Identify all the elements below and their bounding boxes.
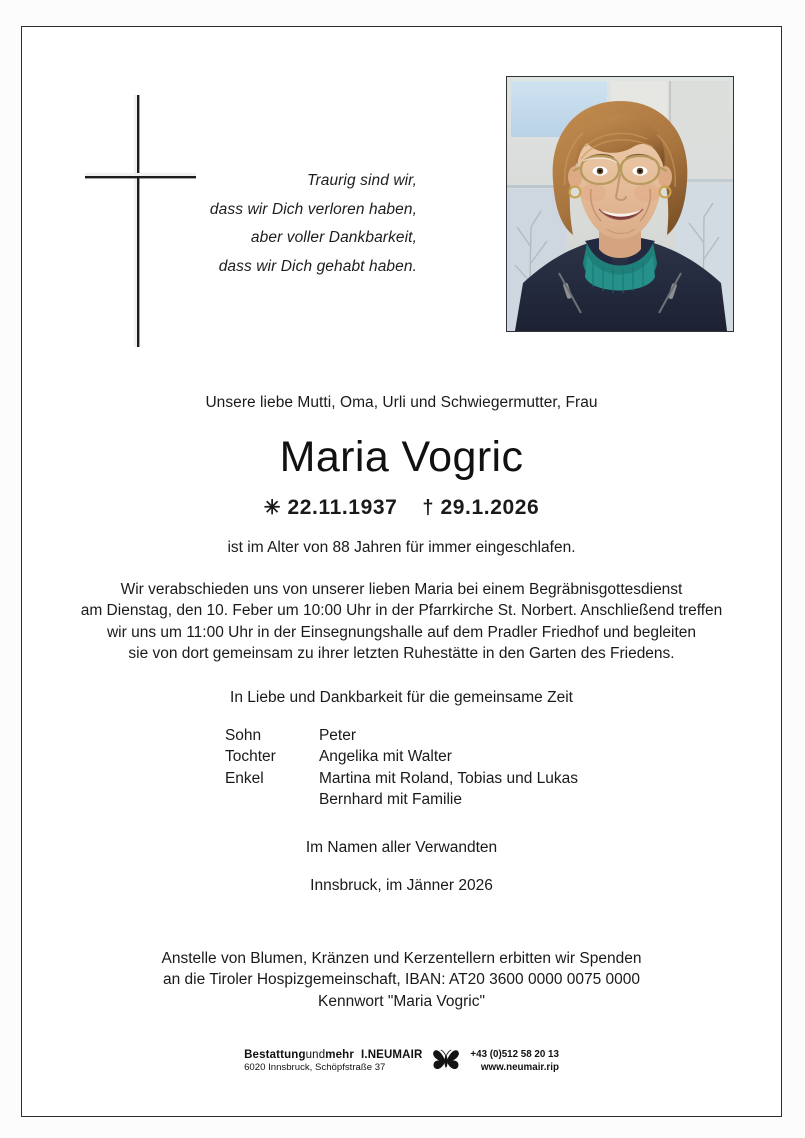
deceased-name: Maria Vogric [279,433,524,481]
poem-line: aber voller Dankbarkeit, [250,229,417,246]
company-firm: I.NEUMAIR [361,1049,423,1061]
butterfly-icon [431,1048,461,1074]
birth-date: 22.11.1937 [287,496,398,519]
death-date: 29.1.2026 [440,496,540,519]
age-line: ist im Alter von 88 Jahren für immer eingeschlafen. [227,539,576,556]
footer-company-block [244,1048,422,1075]
family-names: Angelika mit Walter [318,748,452,766]
parte-card [21,26,782,1117]
donation-block [22,948,781,1013]
portrait-photo [506,76,734,332]
company-name-suffix: mehr [325,1049,354,1061]
life-dates [22,495,781,521]
portrait-illustration [507,77,733,331]
obituary-body [22,393,781,1012]
donation-line: Anstelle von Blumen, Kränzen und Kerzentellern erbitten wir Spenden [161,949,642,967]
family-row [225,725,578,747]
company-website[interactable]: www.neumair.rip [480,1062,559,1074]
poem-line: dass wir Dich verloren haben, [209,200,417,218]
service-line: sie von dort gemeinsam zu ihrer letzten Ruhestätte in den Garten des Friedens. [128,645,675,663]
company-address: 6020 Innsbruck, Schöpfstraße 37 [244,1062,386,1073]
on-behalf-line: Im Namen aller Verwandten [305,838,498,856]
family-relation [225,789,319,811]
poem-line: Traurig sind wir, [307,172,417,189]
family-relation: Enkel [224,769,264,787]
family-relation: Tochter [224,748,276,766]
company-name-prefix: Bestattung [244,1049,306,1061]
poem-line: dass wir Dich gehabt haben. [218,257,417,275]
family-names: Bernhard mit Familie [318,791,462,809]
death-cross-icon: † [422,497,435,519]
donation-line: an die Tiroler Hospizgemeinschaft, IBAN: AT20 3600 0000 0075 0000 [162,971,641,989]
place-date-line: Innsbruck, im Jänner 2026 [310,876,493,894]
family-names: Martina mit Roland, Tobias und Lukas [318,769,579,787]
family-row [225,789,578,811]
company-name-mid: und [305,1049,326,1061]
service-details [22,579,781,665]
relationship-intro: Unsere liebe Mutti, Oma, Urli und Schwiegermutter, Frau [205,394,598,411]
service-line: am Dienstag, den 10. Feber um 10:00 Uhr in der Pfarrkirche St. Norbert. Anschließend treffen [80,602,723,620]
family-list [225,725,578,811]
footer-contact-block [470,1048,559,1074]
donation-line: Kennwort "Maria Vogric" [318,992,485,1010]
family-row [225,746,578,768]
poem-block [82,167,417,281]
family-relation: Sohn [224,726,262,744]
funeral-home-footer [22,1048,781,1075]
birth-star-icon: ✳ [263,497,282,519]
family-names: Peter [318,726,357,744]
service-line: wir uns um 11:00 Uhr in der Einsegnungshalle auf dem Pradler Friedhof und begleiten [106,623,697,641]
gratitude-line: In Liebe und Dankbarkeit für die gemeinsame Zeit [230,688,573,706]
service-line: Wir verabschieden uns von unserer lieben Maria bei einem Begräbnisgottesdienst [120,581,683,598]
family-row [225,768,578,790]
company-phone[interactable]: +43 (0)512 58 20 13 [470,1049,559,1061]
company-name [244,1048,422,1062]
